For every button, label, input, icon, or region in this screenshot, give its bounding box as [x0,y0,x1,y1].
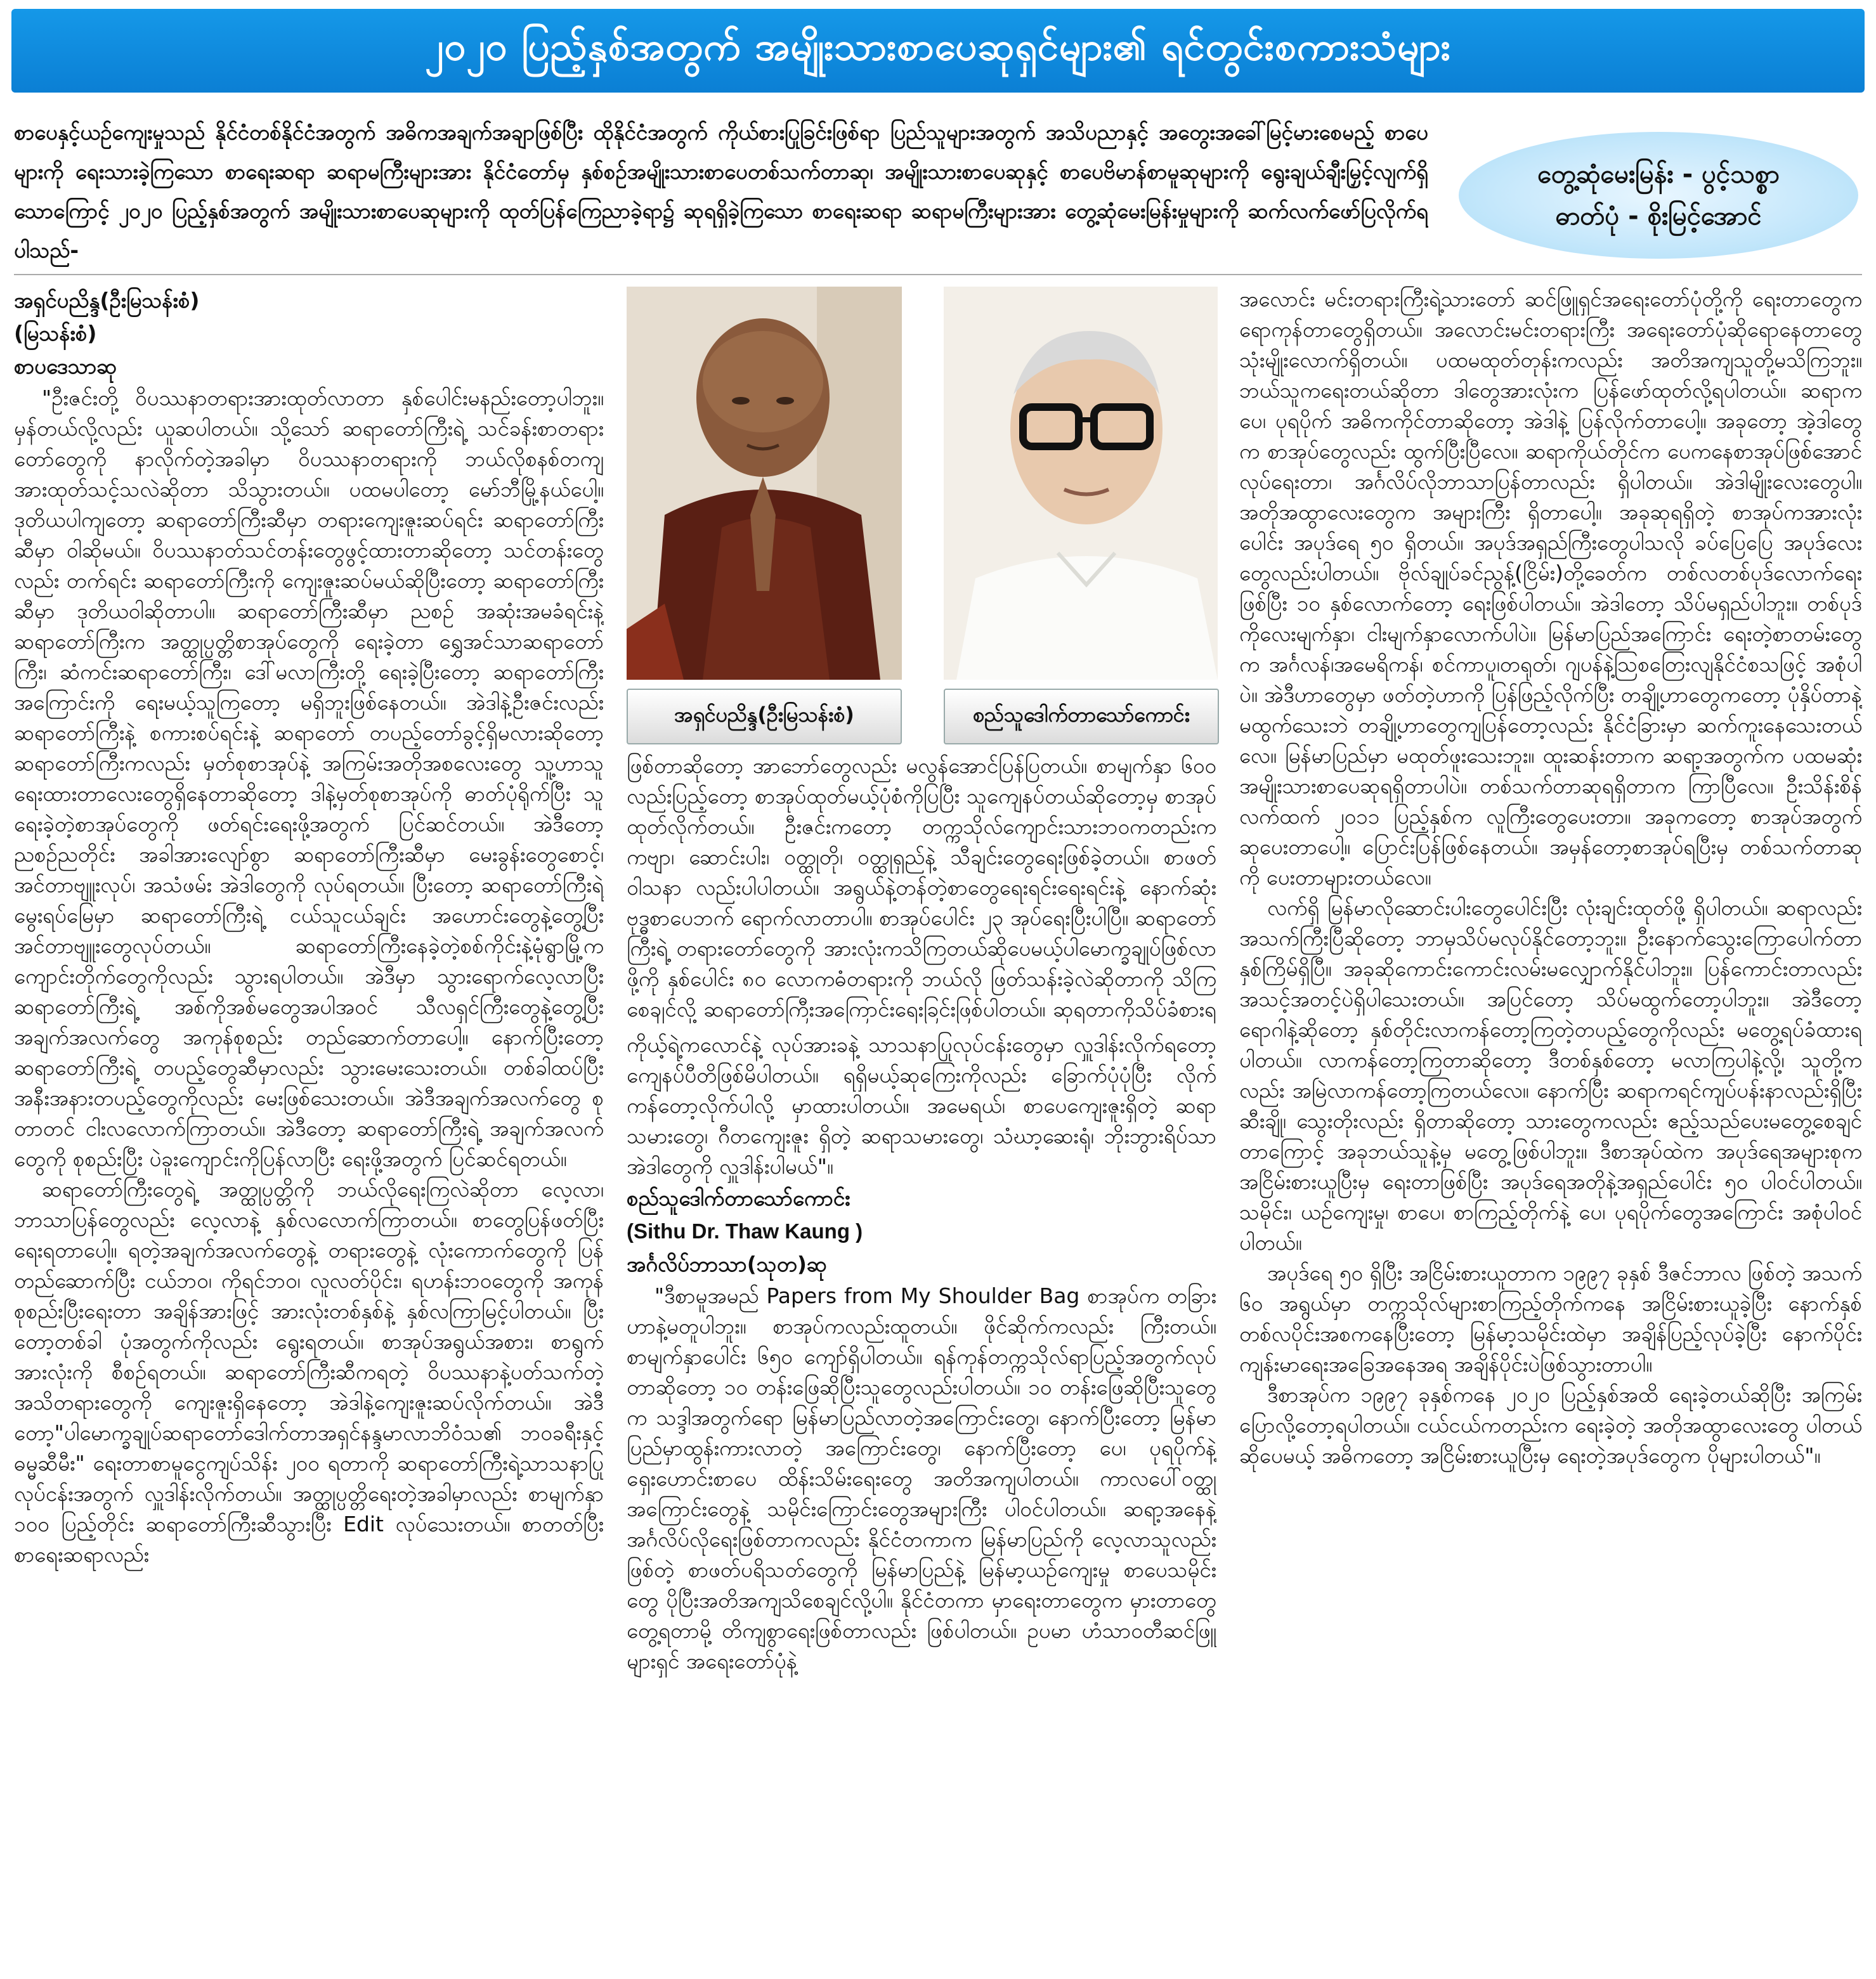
author-name-english: (Sithu Dr. Thaw Kaung ) [627,1219,863,1243]
author-alias: (မြသန်းစံ) [14,321,97,346]
body-paragraph: လက်ရှိ မြန်မာလိုဆောင်းပါးတွေပေါင်းပြီး လုံးချင်းထုတ်ဖို့ ရှိပါတယ်။ ဆရာလည်းအသက်ကြီးပြီဆိုတော့ ဘာမှသိပ်မလုပ်နိုင်တော့ဘူး။ ဦးနောက်သွေးကြောပေါက်တာ နှစ်ကြိမ်ရှိပြီ။ အခုဆိုကောင်းကောင်းလမ်းမလျှောက်နိုင်ပါဘူး။ ပြန်ကောင်းတာလည်း အသင့်အတင့်ပဲရှိပါသေးတယ်။ အပြင်တော့ သိပ်မထွက်တော့ပါဘူး။ အဲဒီတော့ ရောဂါနဲ့ဆိုတော့ နှစ်တိုင်းလာကန်တော့ကြတဲ့တပည့်တွေကိုလည်း မတွေ့ရပ်ခံထားရပါတယ်။ လာကန်တော့ကြတာဆိုတော့ ဒီတစ်နှစ်တော့ မလာကြပါနဲ့လို့၊ သူတို့ကလည်း အမြဲလာကန်တော့ကြတယ်လေ။ နောက်ပြီး ဆရာကရင်ကျပ်ပန်းနာလည်းရှိပြီး ဆီးချို၊ သွေးတိုးလည်း ရှိတာဆိုတော့ သားတွေကလည်း ဧည့်သည်ပေးမတွေ့စေချင်တာကြောင့် အခုဘယ်သူနဲ့မှ မတွေ့ဖြစ်ပါဘူး။ ဒီစာအုပ်ထဲက အပုဒ်ရေအများစုက အငြိမ်းစားယူပြီးမှ ရေးတာဖြစ်ပြီး အပုဒ်ရေအတိုနဲ့အရှည်ပေါင်း ၅၀ ပါဝင်ပါတယ်။ သမိုင်း၊ ယဉ်ကျေးမှု၊ စာပေ၊ စာကြည့်တိုက်နဲ့ ပေ၊ ပုရပိုက်တွေအကြောင်း အစုံပါဝင်ပါတယ်။ [1239,895,1862,1255]
credit-oval [1459,132,1858,259]
body-paragraph: ဆရာတော်ကြီးတွေရဲ့ အတ္ထုပ္ပတ္တိကို ဘယ်လိုရေးကြလဲဆိုတာ လေ့လာ၊ ဘာသာပြန်တွေလည်း လေ့လာနဲ့ နှစ်လလောက်ကြာတယ်။ စာတွေပြန်ဖတ်ပြီး ရေးရတာပေါ့။ ရတဲ့အချက်အလက်တွေနဲ့ တရားတွေနဲ့ လုံးကောက်တွေကို ပြန်တည်ဆောက်ပြီး ငယ်ဘဝ၊ ကိုရင်ဘဝ၊ လူလတ်ပိုင်း၊ ရဟန်းဘဝတွေကို အကုန်စုစည်းပြီးရေးတာ အချိန်အားဖြင့် အားလုံးတစ်နှစ်နဲ့ နှစ်လကြာမြင့်ပါတယ်။ ပြီးတော့တစ်ခါ ပုံအတွက်ကိုလည်း ရွေးရတယ်။ စာအုပ်အရွယ်အစား၊ စာရွက်အားလုံးကို စီစဉ်ရတယ်။ ဆရာတော်ကြီးဆီကရတဲ့ ဝိပဿနာနဲ့ပတ်သက်တဲ့ အသိတရားတွေကို ကျေးဇူးရှိနေတော့ အဲဒါနဲ့ကျေးဇူးဆပ်လိုက်တယ်။ အဲဒီတော့"ပါမောက္ခချုပ်ဆရာတော်ဒေါက်တာအရှင်နန္ဒမာလာဘိဝံသ၏ ဘဝခရီးနှင့်ဓမ္မဆီမီး" ရေးတာစာမူငွေကျပ်သိန်း ၂၀၀ ရတာကို ဆရာတော်ကြီးရဲ့သာသနာပြုလုပ်ငန်းအတွက် လှူဒါန်းလိုက်တယ်။ အတ္ထုပ္ပတ္တိရေးတဲ့အခါမှာလည်း စာမျက်နှာ ၁၀၀ ပြည့်တိုင်း ဆရာတော်ကြီးဆီသွားပြီး Edit လုပ်သေးတယ်။ စာတတ်ပြီး စာရေးဆရာလည်း [14,1177,604,1567]
author-name: စည်သူဒေါက်တာသော်ကောင်း [627,1186,850,1210]
title-banner [11,9,1865,93]
body-paragraph: "ဦးဇင်းတို့ ဝိပဿနာတရားအားထုတ်လာတာ နှစ်ပေါင်းမနည်းတော့ပါဘူး။ မှန်တယ်လို့လည်း ယူဆပါတယ်။ သို့သော် ဆရာတော်ကြီးရဲ့ သင်ခန်းစာတရားတော်တွေကို နာလိုက်တဲ့အခါမှာ ဝိပဿနာတရားကို ဘယ်လိုစနစ်တကျ အားထုတ်သင့်သလဲဆိုတာ သိသွားတယ်။ ပထမပါတော့ မော်ဘီမြို့နယ်ပေါ့။ ဒုတိယပါကျတော့ ဆရာတော်ကြီးဆီမှာ တရားကျေးဇူးဆပ်ရင်း ဆရာတော်ကြီးဆီမှာ ဝါဆိုမယ်။ ဝိပဿနာတ်သင်တန်းတွေဖွင့်ထားတာဆိုတော့ သင်တန်းတွေလည်း တက်ရင်း ဆရာတော်ကြီးကို ကျေးဇူးဆပ်မယ်ဆိုပြီးတော့ ဆရာတော်ကြီးဆီမှာ ဒုတိယဝါဆိုတာပါ။ ဆရာတော်ကြီးဆီမှာ ညစဉ် အဆုံးအမခံရင်းနဲ့ ဆရာတော်ကြီးက အတ္ထုပ္ပတ္တိစာအုပ်တွေကို ရေးခဲ့တာ ရွှေအင်သာဆရာတော်ကြီး၊ ဆံကင်းဆရာတော်ကြီး၊ ဒေါ်မလာကြီးတို့ ရေးခဲ့ပြီးတော့ ဆရာတော်ကြီးအကြောင်းကို ရေးမယ့်သူကြတော့ မရှိဘူးဖြစ်နေတယ်။ အဲဒါနဲ့ဦးဇင်းလည်း ဆရာတော်ကြီးနဲ့ စကားစပ်ရင်းနဲ့ ဆရာတော် တပည့်တော်ခွင့်ရှိမလားဆိုတော့ ဆရာတော်ကြီးကလည်း မှတ်စုစာအုပ်နဲ့ အကြမ်းအတိုအစလေးတွေ သူ့ဟာသူရေးထားတာလေးတွေရှိနေတာဆိုတော့ ဒါနဲ့မှတ်စုစာအုပ်ကို ဓာတ်ပုံရိုက်ပြီး သူရေးခဲ့တဲ့စာအုပ်တွေကို ဖတ်ရင်းရေးဖို့အတွက် ပြင်ဆင်တယ်။ အဲဒီတော့ ညစဉ်ညတိုင်း အခါအားလျော်စွာ ဆရာတော်ကြီးဆီမှာ မေးခွန်းတွေစောင့်၊ အင်တာဗျူးလုပ်၊ အသံဖမ်း အဲဒါတွေကို လုပ်ရတယ်။ ပြီးတော့ ဆရာတော်ကြီးရဲ့မွေးရပ်မြေမှာ ဆရာတော်ကြီးရဲ့ ငယ်သူငယ်ချင်း အဟောင်းတွေနဲ့တွေ့ပြီး အင်တာဗျူးတွေလုပ်တယ်။ ဆရာတော်ကြီးနေခဲ့တဲ့စစ်ကိုင်းနဲ့မုံရွာမြို့က ကျောင်းတိုက်တွေကိုလည်း သွားရပါတယ်။ အဲဒီမှာ သွားရောက်လေ့လာပြီး ဆရာတော်ကြီးရဲ့ အစ်ကိုအစ်မတွေအပါအဝင် သီလရှင်ကြီးတွေနဲ့တွေ့ပြီး အချက်အလက်တွေ အကုန်စုစည်း တည်ဆောက်တာပေါ့။ နောက်ပြီးတော့ ဆရာတော်ကြီးရဲ့ တပည့်တွေဆီမှာလည်း သွားမေးသေးတယ်။ တစ်ခါထပ်ပြီးအနီးအနားတပည့်တွေကိုလည်း မေးဖြစ်သေးတယ်။ အဲဒီအချက်အလက်တွေ စုတာတင် ငါးလလောက်ကြာတယ်။ အဲဒီတော့ ဆရာတော်ကြီးရဲ့ အချက်အလက်တွေကို စုစည်းပြီး ပဲခူးကျောင်းကိုပြန်လာပြီး ရေးဖို့အတွက် ပြင်ဆင်ရတယ်။ [14,386,604,1171]
author-name: အရှင်ပညိန္ဒ(ဦးမြသန်းစံ) [14,288,200,313]
divider [14,274,1862,275]
body-paragraph: ကိုယ့်ရဲ့ကလောင်နဲ့ လုပ်အားခနဲ့ သာသနာပြုလုပ်ငန်းတွေမှာ လှူဒါန်းလိုက်ရတော့ ကျေနပ်ပီတိဖြစ်မိပါတယ်။ ရရှိမယ့်ဆုကြေးကိုလည်း ခြောက်ပုံပုံပြီး လိုက်ကန်တော့လိုက်ပါလို့ မှာထားပါတယ်။ အမေရယ်၊ စာပေကျေးဇူးရှိတဲ့ ဆရာသမားတွေ၊ ဂီတကျေးဇူး ရှိတဲ့ ဆရာသမားတွေ၊ သံဃာ့ဆေးရုံ၊ ဘိုးဘွားရိပ်သာ အဲဒါတွေကို လှူဒါန်းပါမယ်"။ [627,1032,1216,1179]
award-name: အင်္ဂလိပ်ဘာသာ(သုတ)ဆု [627,1252,827,1276]
column-1 [14,284,604,1971]
photo-caption-thaw-kaung: စည်သူဒေါက်တာသော်ကောင်း [944,689,1219,744]
body-paragraph: "ဒီစာမူအမည် Papers from My Shoulder Bag စာအုပ်က တခြားဟာနဲ့မတူပါဘူး။ စာအုပ်ကလည်းထူတယ်။ ဖိုင်ဆိုက်ကလည်း ကြီးတယ်။ စာမျက်နှာပေါင်း ၆၅၀ ကျော်ရှိပါတယ်။ ရန်ကုန်တက္ကသိုလ်ရာပြည့်အတွက်လုပ်တာဆိုတော့ ၁၀ တန်းဖြေဆိုပြီးသူတွေလည်းပါတယ်။ ၁၀ တန်းဖြေဆိုပြီးသူတွေက သဒ္ဒါအတွက်ရော မြန်မာပြည်လာတဲ့အကြောင်းတွေ၊ နောက်ပြီးတော့ မြန်မာပြည်မှာထွန်းကားလာတဲ့ အကြောင်းတွေ၊ နောက်ပြီးတော့ ပေ၊ ပုရပိုက်နဲ့ရှေးဟောင်းစာပေ ထိန်းသိမ်းရေးတွေ အတိအကျပါတယ်။ ကာလပေါ်ဝတ္ထုအကြောင်းတွေနဲ့ သမိုင်းကြောင်းတွေအများကြီး ပါဝင်ပါတယ်။ ဆရာ့အနေနဲ့ အင်္ဂလိပ်လိုရေးဖြစ်တာကလည်း နိုင်ငံတကာက မြန်မာပြည်ကို လေ့လာသူလည်းဖြစ်တဲ့ စာဖတ်ပရိသတ်တွေကို မြန်မာပြည်နဲ့ မြန်မာ့ယဉ်ကျေးမှု စာပေသမိုင်းတွေ ပိုပြီးအတိအကျသိစေချင်လို့ပါ။ နိုင်ငံတကာ မှာရေးတာတွေက မှားတာတွေတွေ့ရတာမို့ တိကျစွာရေးဖြစ်တာလည်း ဖြစ်ပါတယ်။ ဥပမာ ဟံသာဝတီဆင်ဖြူများရှင် အရေးတော်ပုံနဲ့ [627,1283,1216,1673]
column-3 [1239,284,1862,1971]
body-paragraph: အပုဒ်ရေ ၅၀ ရှိပြီး အငြိမ်းစားယူတာက ၁၉၉၇ ခုနှစ် ဒီဇင်ဘာလ ဖြစ်တဲ့ အသက် ၆၀ အရွယ်မှာ တက္ကသိုလ်များစာကြည့်တိုက်ကနေ အငြိမ်းစားယူခဲ့ပြီး နောက်နှစ် တစ်လပိုင်းအစကနေပြီးတော့ မြန်မာ့သမိုင်းထဲမှာ အချိန်ပြည့်လုပ်ခဲ့ပြီး နောက်ပိုင်းကျန်းမာရေးအခြေအနေအရ အချိန်ပိုင်းပဲဖြစ်သွားတာပါ။ [1239,1261,1862,1377]
intro-paragraph: စာပေနှင့်ယဉ်ကျေးမှုသည် နိုင်ငံတစ်နိုင်ငံအတွက် အဓိကအချက်အချာဖြစ်ပြီး ထိုနိုင်ငံအတွက် ကိုယ်စားပြုခြင်းဖြစ်ရာ ပြည်သူများအတွက် အသိပညာနှင့် အတွေးအခေါ်မြင့်မားစေမည့် စာပေများကို ရေးသားခဲ့ကြသော စာရေးဆရာ ဆရာမကြီးများအား နိုင်ငံတော်မှ နှစ်စဉ်အမျိုးသားစာပေတစ်သက်တာဆု၊ အမျိုးသားစာပေဆုနှင့် စာပေဗိမာန်စာမူဆုများကို ရွေးချယ်ချီးမြှင့်လျက်ရှိသောကြောင့် ၂၀၂၀ ပြည့်နှစ်အတွက် အမျိုးသားစာပေဆုများကို ထုတ်ပြန်ကြေညာခဲ့ရာ၌ ဆုရရှိခဲ့ကြသော စာရေးဆရာ ဆရာမကြီးများအား တွေ့ဆုံမေးမြန်းမှုများကို ဆက်လက်ဖော်ပြလိုက်ရပါသည်- [14,120,1428,263]
photo-thaw-kaung [944,287,1218,680]
thaw-kaung-portrait-image [944,287,1218,680]
page-title: ၂၀၂၀ ပြည့်နှစ်အတွက် အမျိုးသားစာပေဆုရှင်များ၏ ရင်တွင်းစကားသံများ [425,25,1451,69]
award-name: စာပဒေသာဆု [14,354,117,379]
photographer-credit: ဓာတ်ပုံ - စိုးမြင့်အောင် [1555,202,1762,231]
body-paragraph: အလောင်း မင်းတရားကြီးရဲ့သားတော် ဆင်ဖြူရှင်အရေးတော်ပုံတို့ကို ရေးတာတွေက ရောကုန်တာတွေရှိတယ်။ အလောင်းမင်းတရားကြီး အရေးတော်ပုံဆိုရောနေတာတွေ သုံးမျိုးလောက်ရှိတယ်။ ပထမထုတ်တုန်းကလည်း အတိအကျသူတို့မသိကြဘူး။ ဘယ်သူကရေးတယ်ဆိုတာ ဒါတွေအားလုံးက ပြန်ဖော်ထုတ်လို့ရပါတယ်။ ဆရာက ပေ၊ ပုရပိုက် အဓိကကိုင်တာဆိုတော့ အဲဒါနဲ့ ပြန်လိုက်တာပေါ့။ အခုတော့ အဲ့ဒါတွေက စာအုပ်တွေလည်း ထွက်ပြီးပြီလေ။ ဆရာကိုယ်တိုင်က ပေကနေစာအုပ်ဖြစ်အောင် လုပ်ရေးတာ၊ အင်္ဂလိပ်လိုဘာသာပြန်တာလည်း ရှိပါတယ်။ အဲဒါမျိုးလေးတွေပါ။ အတိုအထွာလေးတွေက အများကြီး ရှိတာပေါ့။ အခုဆုရရှိတဲ့ စာအုပ်ကအားလုံးပေါင်း အပုဒ်ရေ ၅၀ ရှိတယ်။ အပုဒ်အရှည်ကြီးတွေပါသလို ခပ်ပြေပြေ အပုဒ်လေးတွေလည်းပါတယ်။ ဗိုလ်ချုပ်ခင်ညွန့်(ငြိမ်း)တို့ခေတ်က တစ်လတစ်ပုဒ်လောက်ရေးဖြစ်ပြီး ၁၀ နှစ်လောက်တော့ ရေးဖြစ်ပါတယ်။ အဲဒါတော့ သိပ်မရှည်ပါဘူး။ တစ်ပုဒ်ကိုလေးမျက်နှာ၊ ငါးမျက်နှာလောက်ပါပဲ။ မြန်မာပြည်အကြောင်း ရေးတဲ့စာတမ်းတွေက အင်္ဂလန်၊အမေရိကန်၊ စင်ကာပူ၊တရုတ်၊ ဂျပန်နဲ့ဩစတြေးလျနိုင်ငံစသဖြင့် အစုံပါပဲ။ အဲဒီဟာတွေမှာ ဖတ်တဲ့ဟာကို ပြန်ဖြည့်လိုက်ပြီး တချို့ဟာတွေကတော့ ပုံနှိပ်တာနဲ့ မထွက်သေးဘဲ တချို့ဟာတွေကျပြန်တော့လည်း နိုင်ငံခြားမှာ ဆက်ကူးနေသေးတယ်လေ။ မြန်မာပြည်မှာ မထုတ်ဖူးသေးဘူး။ ထူးဆန်းတာက ဆရာ့အတွက်က ပထမဆုံးအမျိုးသားစာပေဆုရရှိတာပါပဲ။ တစ်သက်တာဆုရရှိတာက ကြာပြီလေ။ ဦးသိန်းစိန်လက်ထက် ၂၀၁၁ ပြည့်နှစ်က လူကြီးတွေပေးတာ။ အခုကတော့ စာအုပ်အတွက် ဆုပေးတာပေါ့။ ပြောင်းပြန်ဖြစ်နေတယ်။ အမှန်တော့စာအုပ်ရပြီးမှ တစ်သက်တာဆုကို ပေးတာများတယ်လေ။ [1239,287,1862,890]
column-2 [627,1030,1216,1971]
body-paragraph: ဒီစာအုပ်က ၁၉၉၇ ခုနှစ်ကနေ ၂၀၂၀ ပြည့်နှစ်အထိ ရေးခဲ့တယ်ဆိုပြီး အကြမ်းပြောလို့တော့ရပါတယ်။ ငယ်ငယ်ကတည်းက ရေးခဲ့တဲ့ အတိုအထွာလေးတွေ ပါတယ်ဆိုပေမယ့် အဓိကတော့ အငြိမ်းစားယူပြီးမှ ရေးတဲ့အပုဒ်တွေက ပိုများပါတယ်"။ [1239,1382,1862,1468]
monk-portrait-image [627,287,902,680]
body-paragraph: ဖြစ်တာဆိုတော့ အာဘော်တွေလည်း မလွန်အောင်ပြန်ပြတယ်။ စာမျက်နှာ ၆၀၀ လည်းပြည့်တော့ စာအုပ်ထုတ်မယ့်ပုံစံကိုပြပြီး သူကျေနပ်တယ်ဆိုတော့မှ စာအုပ်ထုတ်လိုက်တယ်။ ဦးဇင်းကတော့ တက္ကသိုလ်ကျောင်းသားဘဝကတည်းက ကဗျာ၊ ဆောင်းပါး၊ ဝတ္ထုတို၊ ဝတ္ထုရှည်နဲ့ သီချင်းတွေရေးဖြစ်ခဲ့တယ်။ စာဖတ်ဝါသနာ လည်းပါပါတယ်။ အရွယ်နဲ့တန်တဲ့စာတွေရေးရင်းရေးရင်းနဲ့ နောက်ဆုံး ဗုဒ္ဓစာပေဘက် ရောက်လာတာပါ။ စာအုပ်ပေါင်း ၂၃ အုပ်ရေးပြီးပါပြီ။ ဆရာတော်ကြီးရဲ့ တရားတော်တွေကို အားလုံးကသိကြတယ်ဆိုပေမယ့်ပါမောက္ခချုပ်ဖြစ်လာဖို့ကို နှစ်ပေါင်း ၈၀ လောကဓံတရားကို ဘယ်လို ဖြတ်သန်းခဲ့လဲဆိုတာကို သိကြစေချင်လို့ ဆရာတော်ကြီးအကြောင်းရေးခြင်းဖြစ်ပါတယ်။ ဆုရတာကိုသိပ်ခံစားရ [627,753,1216,1022]
photo-caption-monk: အရှင်ပညိန္ဒ(ဦးမြသန်းစံ) [627,689,902,744]
photo-monk [627,287,902,680]
interviewer-credit: တွေ့ဆုံမေးမြန်း - ပွင့်သစ္စာ [1537,160,1780,189]
